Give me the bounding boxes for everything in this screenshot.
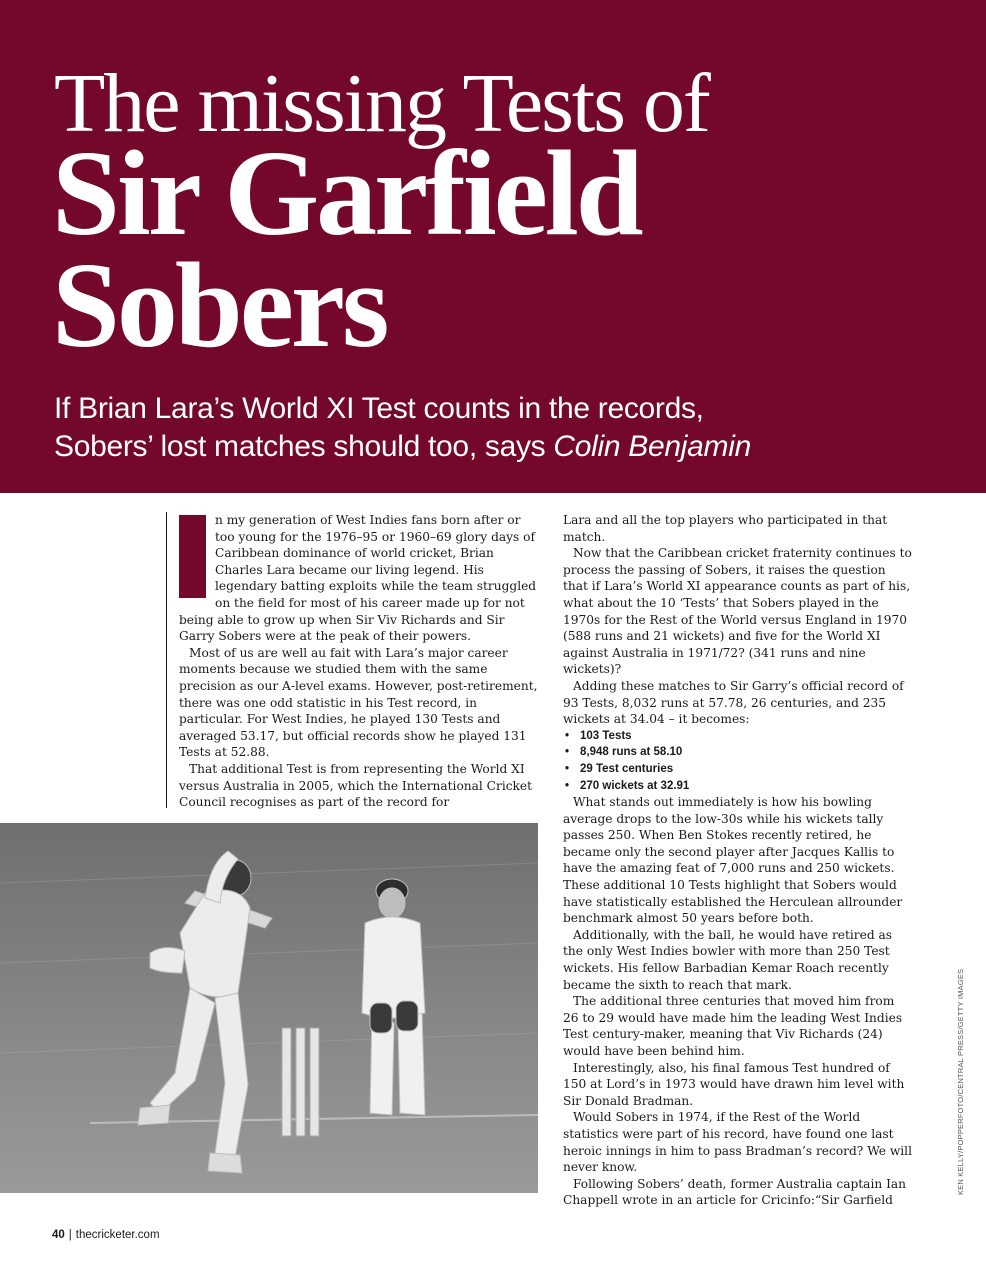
article-column-2 [563, 512, 913, 1209]
headline-line-3: Sobers [52, 238, 387, 373]
paragraph-5: Now that the Caribbean cricket fraternity continues to process the passing of Sobers, it raises the question that if Lara’s World XI appearance counts as part of his, what about the 10 ‘Tests’ that Sobers played in the 1970s for the Rest of the World versus England in 1970 (588 runs and 21 wickets) and five for the World XI against Australia in 1971/72? (341 runs and nine wickets)? [563, 546, 912, 677]
paragraph-8: Additionally, with the ball, he would have retired as the only West Indies bowler with more than 250 Test wickets. His fellow Barbadian Kemar Roach recently became the sixth to reach that mark. [563, 927, 893, 992]
headline-line-2: Sir Garfield [52, 126, 641, 261]
page-number: 40 [52, 1229, 65, 1241]
cricket-photo [0, 823, 538, 1193]
paragraph-9: The additional three centuries that moved him from 26 to 29 would have made him the leading West Indies Test century-maker, meaning that Viv Richards (24) would have been behind him. [563, 994, 903, 1058]
paragraph-7: What stands out immediately is how his bowling average drops to the low-30s while his wickets tally passes 250. When Ben Stokes recently retired, he became only the second player after Jacques Kallis to have the amazing feat of 7,000 runs and 250 wickets. These additional 10 Tests highlight that Sobers would have statistically established the Herculean allrounder benchmark almost 50 years before both. [563, 795, 903, 926]
standfirst-line-1: If Brian Lara’s World XI Test counts in the records, [54, 392, 704, 425]
paragraph-10: Interestingly, also, his final famous Test hundred of 150 at Lord’s in 1973 would have drawn him level with Sir Donald Bradman. [563, 1060, 905, 1108]
paragraph-6: Adding these matches to Sir Garry’s official record of 93 Tests, 8,032 runs at 57.78, 26 centuries, and 235 wickets at 34.04 – it becomes: [563, 678, 904, 727]
standfirst-line-2: Sobers’ lost matches should too, says [54, 430, 554, 463]
paragraph-11: Would Sobers in 1974, if the Rest of the World statistics were part of his record, have found one last heroic innings in him to pass Bradman’s record? We will never know. [563, 1110, 912, 1175]
headline-line-1: The missing Tests of [54, 57, 709, 150]
author-name: Colin Benjamin [553, 430, 751, 463]
header-banner [0, 0, 986, 493]
standfirst [54, 390, 954, 466]
photo-credit: KEN KELLY/POPPERFOTO/CENTRAL PRESS/GETTY IMAGES [956, 968, 965, 1195]
stat-item: • 270 wickets at 32.91 [563, 778, 913, 795]
drop-cap-letter: I [179, 515, 206, 598]
headline-name [52, 126, 641, 373]
page-footer [52, 1229, 160, 1241]
stats-list [563, 728, 913, 794]
column-rule [166, 512, 167, 808]
article-column-1 [166, 512, 538, 811]
stat-item: • 29 Test centuries [563, 761, 913, 778]
paragraph-12: Following Sobers’ death, former Australia captain Ian Chappell wrote in an article for Cricinfo:“Sir Garfield [563, 1176, 907, 1208]
paragraph-1-text: n my generation of West Indies fans born after or too young for the 1976–95 or 1960–69 glory days of Caribbean dominance of world cricket, Brian Charles Lara became our living legend. His legendary batting exploits while the team struggled on the field for most of his career made up for not being able to grow up when Sir Viv Richards and Sir Garry Sobers were at the peak of their powers. [179, 513, 537, 644]
paragraph-2: Most of us are well au fait with Lara’s major career moments because we studied them with the same precision as our A-level exams. However, post-retirement, there was one odd statistic in his Test record, in particular. For West Indies, he played 130 Tests and averaged 53.17, but official records show he played 131 Tests at 52.88. [179, 645, 538, 760]
footer-separator: | [68, 1229, 72, 1241]
cricket-photo-illustration [0, 823, 538, 1193]
stat-item: • 8,948 runs at 58.10 [563, 744, 913, 761]
paragraph-1 [179, 512, 538, 645]
stat-item: • 103 Tests [563, 728, 913, 745]
paragraph-3: That additional Test is from representing the World XI versus Australia in 2005, which the International Cricket Council recognises as part of the record for [179, 761, 533, 810]
site-url: thecricketer.com [75, 1229, 160, 1241]
paragraph-4: Lara and all the top players who participated in that match. [563, 513, 888, 544]
drop-cap [179, 515, 206, 598]
